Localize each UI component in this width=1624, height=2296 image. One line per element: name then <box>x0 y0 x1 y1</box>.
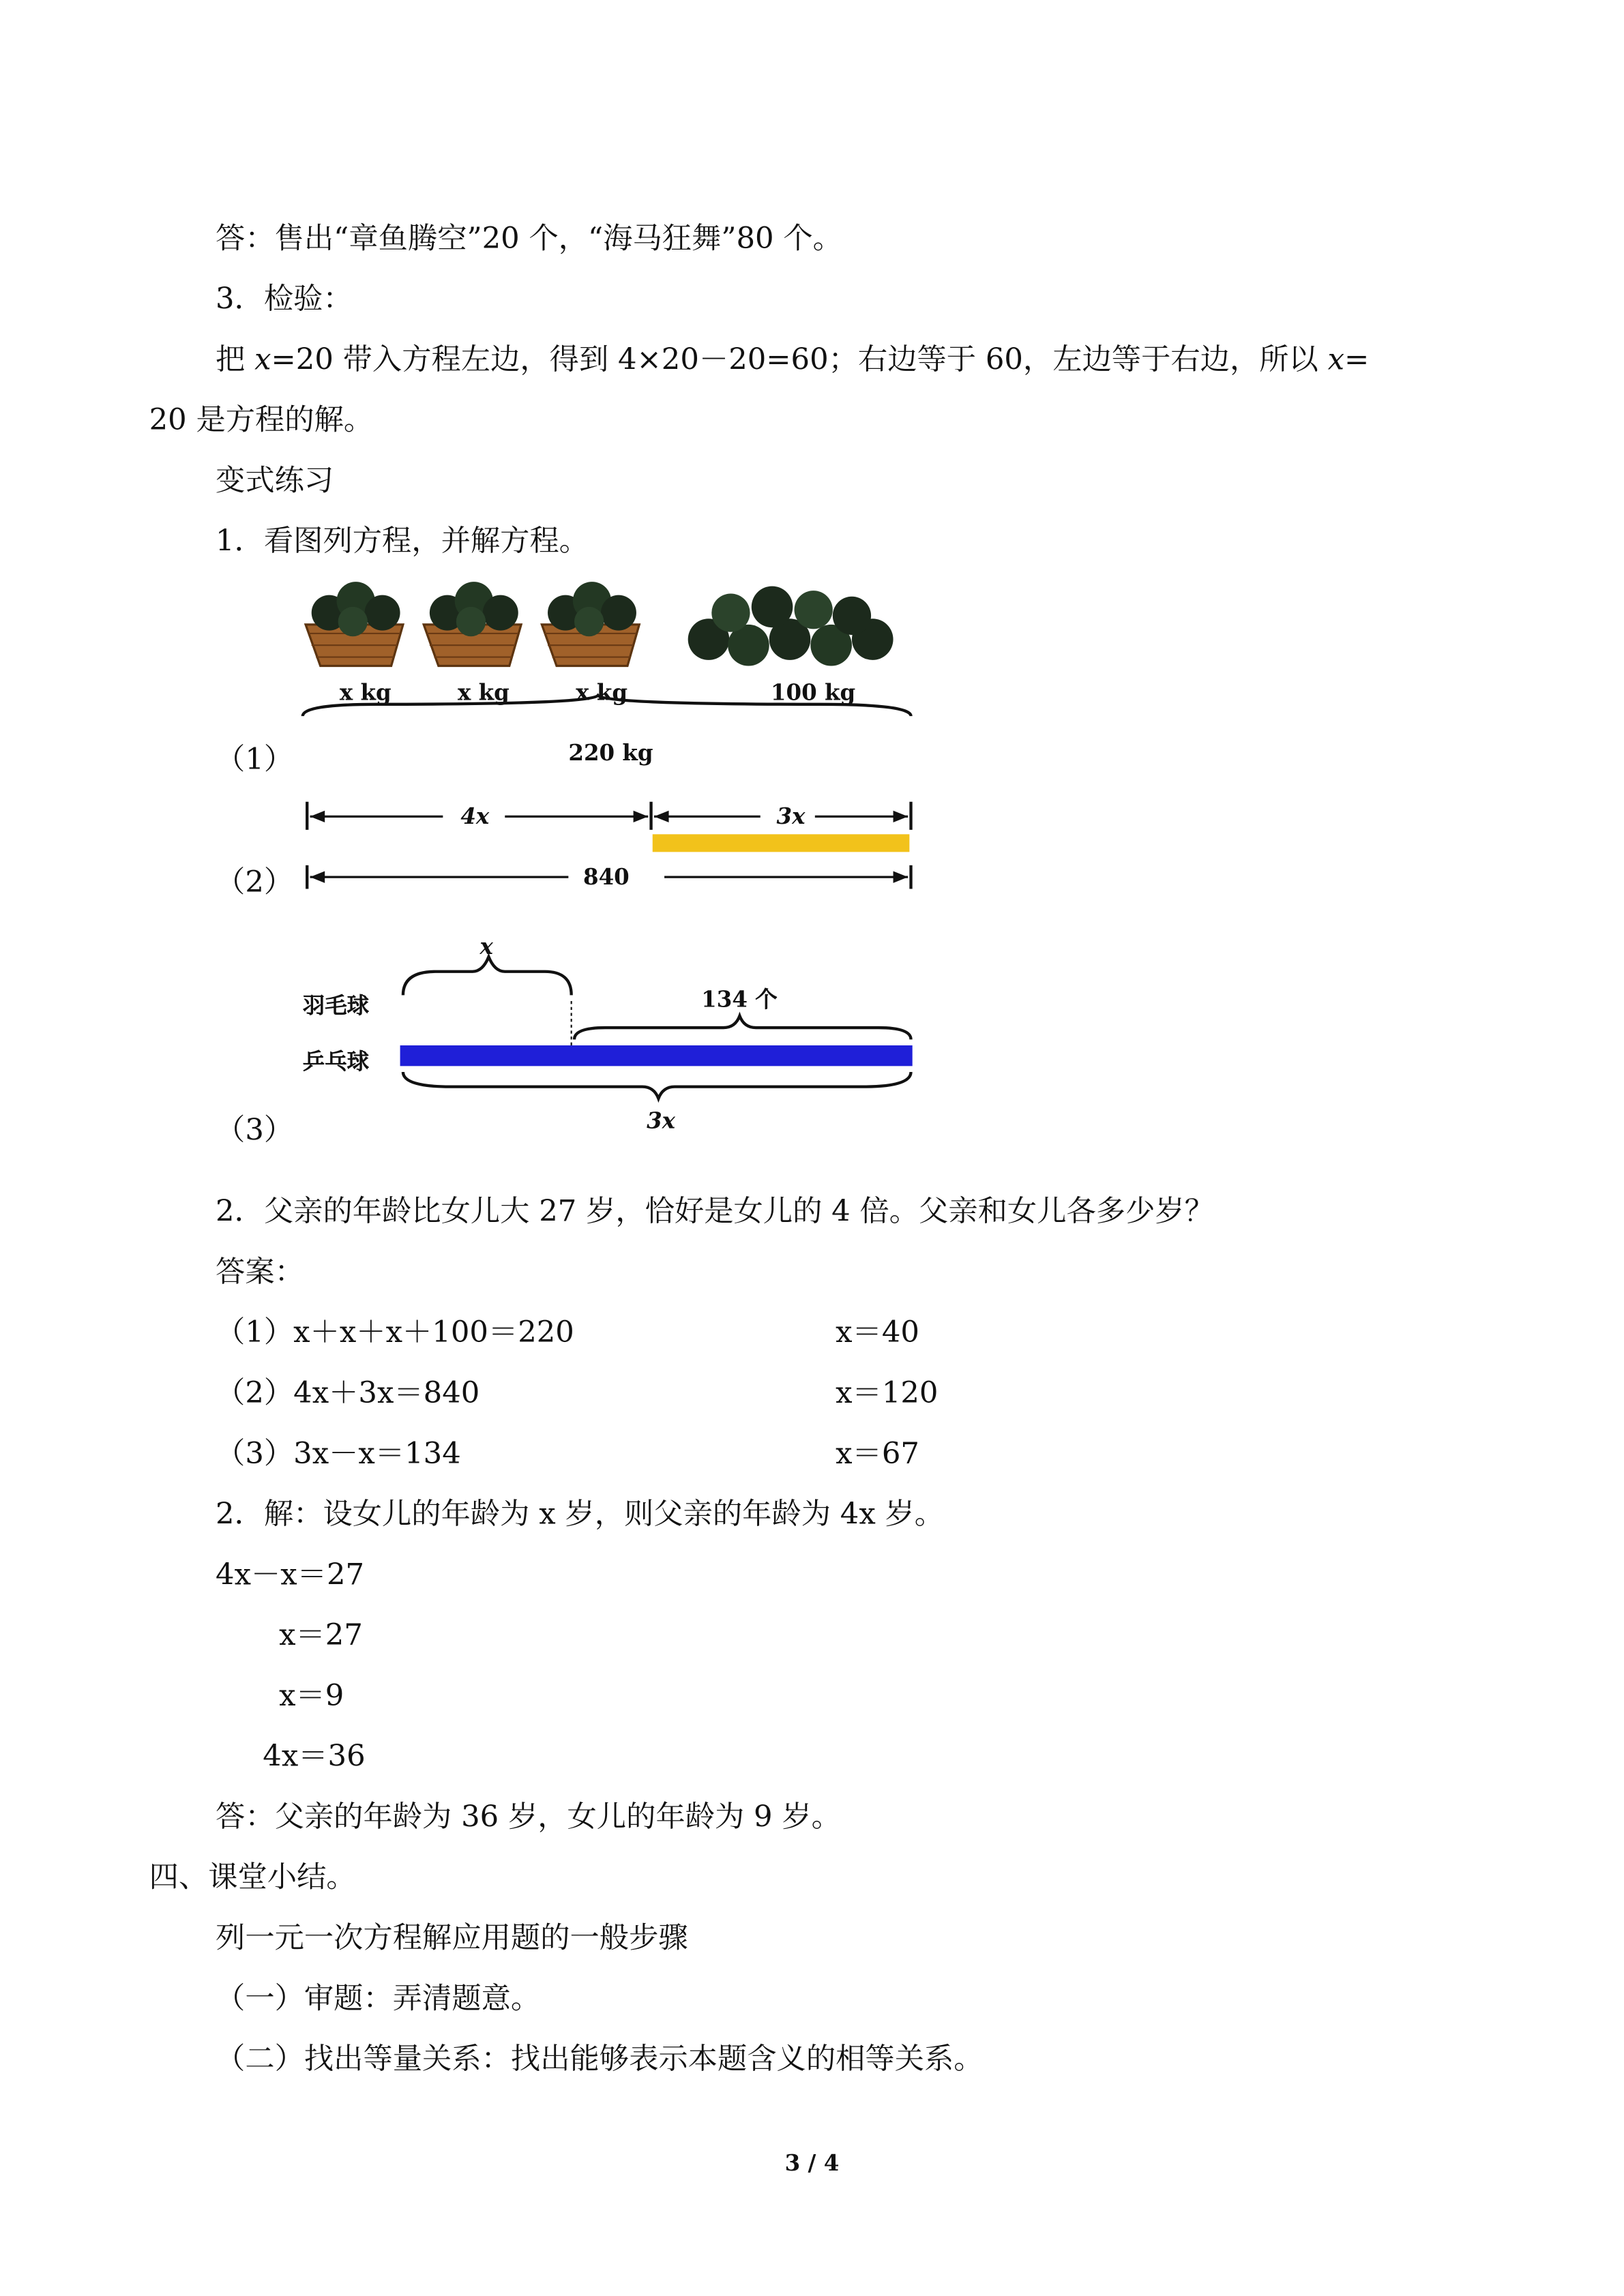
check-paragraph: 把 x=20 带入方程左边，得到 4×20－20=60；右边等于 60，左边等于右边，所以 x= <box>216 341 1370 377</box>
question-1: 1．看图列方程，并解方程。 <box>216 522 589 558</box>
segment-3x-label: 3x <box>776 803 806 830</box>
figure-1-label: （1） <box>216 741 294 777</box>
x-brace-label: x <box>479 933 493 960</box>
pile-weight: 100 kg <box>770 679 856 706</box>
answers-heading: 答案： <box>216 1253 304 1289</box>
answer-row-3: （3）3x－x＝134 <box>216 1435 461 1471</box>
summary-step-1: （一）审题：弄清题意。 <box>216 1980 541 2016</box>
page-number: 3 / 4 <box>784 2149 840 2177</box>
answer-line: 答：售出“章鱼腾空”20 个，“海马狂舞”80 个。 <box>216 220 842 256</box>
figure-2-label: （2） <box>216 863 294 899</box>
ball-diagram <box>392 942 923 1104</box>
solution-answer: 答：父亲的年龄为 36 岁，女儿的年龄为 9 岁。 <box>216 1798 841 1834</box>
figure-3-label: （3） <box>216 1112 294 1148</box>
question-2: 2．父亲的年龄比女儿大 27 岁，恰好是女儿的 4 倍。父亲和女儿各多少岁？ <box>216 1193 1214 1229</box>
pingpong-label: 乒乓球 <box>302 1048 370 1075</box>
basket-1-weight: x kg <box>339 679 392 706</box>
yellow-bar <box>653 834 910 852</box>
solution-step-4: 4x＝36 <box>263 1738 366 1774</box>
segment-4x-label: 4x <box>460 803 490 830</box>
summary-step-2: （二）找出等量关系：找出能够表示本题含义的相等关系。 <box>216 2040 984 2076</box>
solution-step-2: x＝27 <box>279 1616 363 1652</box>
badminton-label: 羽毛球 <box>302 992 370 1019</box>
summary-intro: 列一元一次方程解应用题的一般步骤 <box>216 1919 688 1955</box>
answer-row-1: （1）x＋x＋x＋100＝220 <box>216 1314 574 1350</box>
variant-heading: 变式练习 <box>216 462 334 498</box>
answer-row-3-solution: x＝67 <box>836 1435 919 1471</box>
total-840-label: 840 <box>582 863 630 891</box>
basket-3-weight: x kg <box>576 679 628 706</box>
solution-step-3: x＝9 <box>279 1677 344 1713</box>
total-weight: 220 kg <box>568 739 653 766</box>
check-paragraph-cont: 20 是方程的解。 <box>149 401 374 437</box>
basket-3 <box>542 582 639 666</box>
solution-step-1: 4x－x＝27 <box>216 1556 365 1592</box>
basket-2 <box>424 582 521 666</box>
step-check-heading: 3．检验： <box>216 280 353 316</box>
blue-bar <box>400 1045 913 1066</box>
basket-1 <box>306 582 403 666</box>
answer-row-2: （2）4x＋3x＝840 <box>216 1374 480 1410</box>
count-134-label: 134 个 <box>701 986 778 1013</box>
basket-2-weight: x kg <box>458 679 510 706</box>
summary-title: 四、课堂小结。 <box>149 1859 356 1895</box>
answer-row-1-solution: x＝40 <box>836 1314 919 1350</box>
watermelon-pile <box>688 586 894 666</box>
solution-intro: 2．解：设女儿的年龄为 x 岁，则父亲的年龄为 4x 岁。 <box>216 1495 945 1532</box>
answer-row-2-solution: x＝120 <box>836 1374 939 1410</box>
total-3x-label: 3x <box>647 1107 676 1134</box>
